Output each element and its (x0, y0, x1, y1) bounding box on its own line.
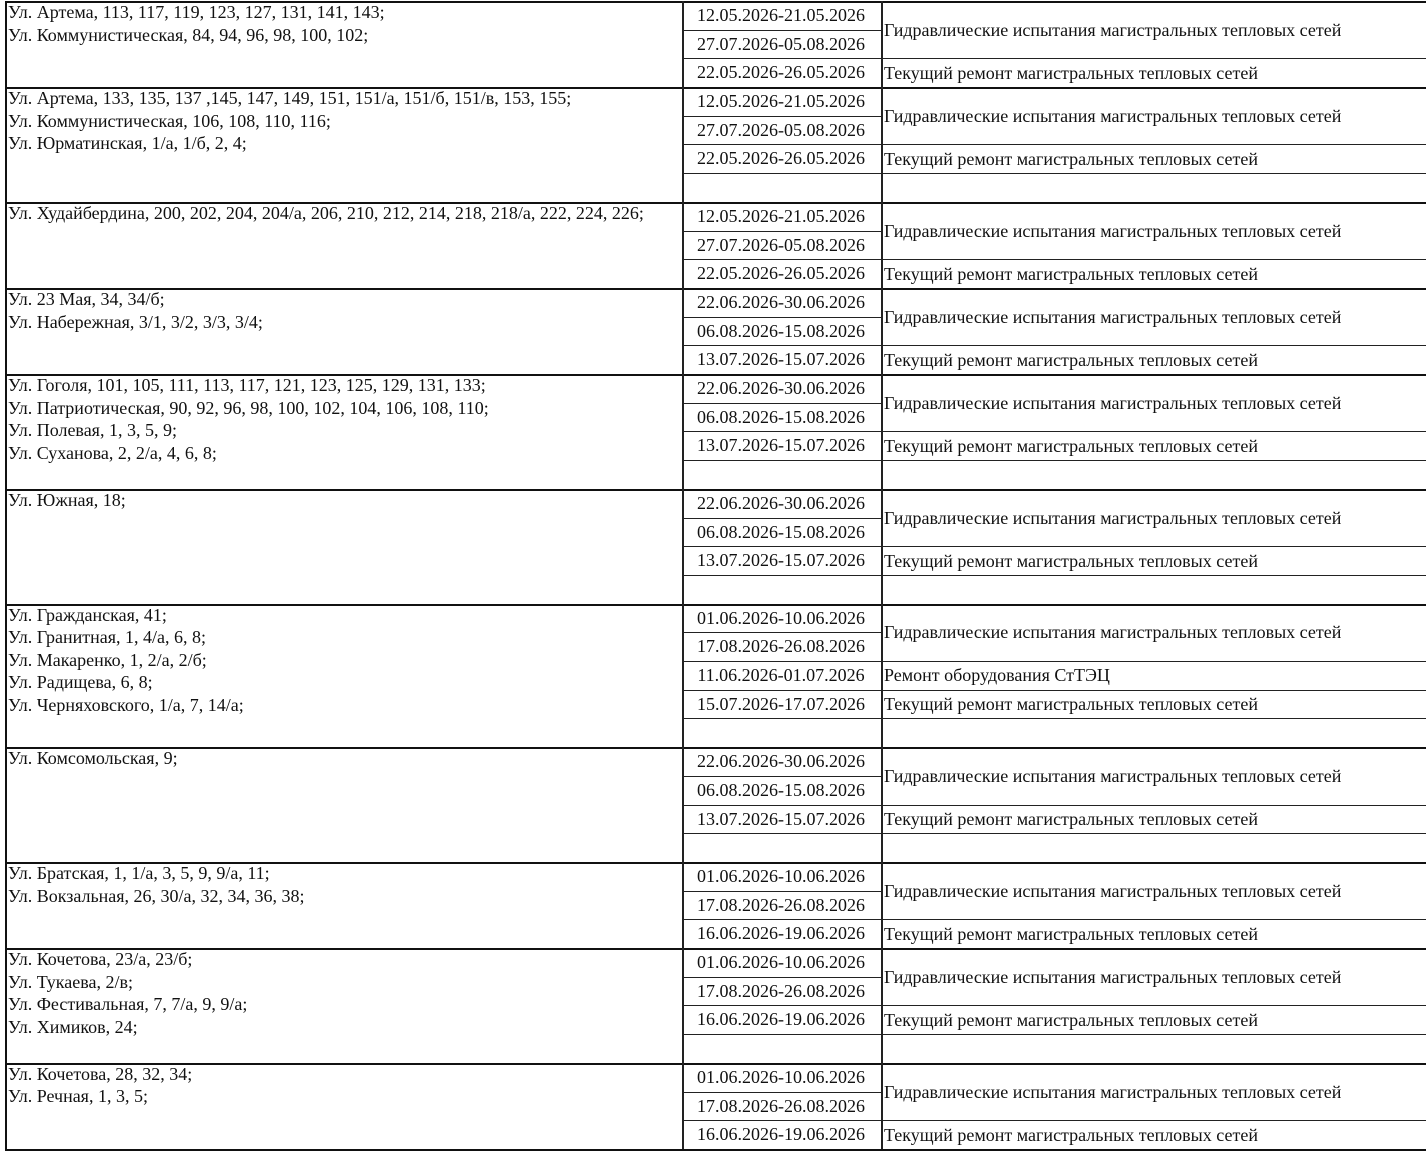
work-type: Текущий ремонт магистральных тепловых сетей (884, 263, 1258, 284)
work-type: Текущий ремонт магистральных тепловых сетей (884, 349, 1258, 370)
left-border (5, 948, 7, 1063)
work-type: Текущий ремонт магистральных тепловых сетей (884, 1009, 1258, 1030)
address-line: Ул. Полевая, 1, 3, 5, 9; (8, 420, 177, 441)
date-range: 01.06.2026-10.06.2026 (697, 866, 865, 886)
date-range: 17.08.2026-26.08.2026 (697, 1095, 865, 1116)
date-row-divider (682, 977, 881, 978)
date-range: 12.05.2026-21.05.2026 (697, 205, 865, 226)
date-row-divider (682, 30, 881, 31)
date-range: 16.06.2026-19.06.2026 (697, 1124, 865, 1145)
address-line: Ул. Артема, 113, 117, 119, 123, 127, 131, 141, 143; (8, 2, 385, 22)
date-range: 12.05.2026-21.05.2026 (697, 5, 865, 25)
work-type: Ремонт оборудования СтТЭЦ (884, 665, 1110, 686)
date-range: 16.06.2026-19.06.2026 (697, 923, 865, 944)
date-row-divider (682, 718, 881, 719)
date-row-divider (682, 518, 881, 519)
date-range: 11.06.2026-01.07.2026 (697, 665, 865, 686)
date-range: 06.08.2026-15.08.2026 (697, 779, 865, 800)
address-list (8, 1, 676, 46)
address-line: Ул. Кочетова, 23/а, 23/б; (8, 949, 193, 970)
left-border (5, 87, 7, 202)
address-line: Ул. Набережная, 3/1, 3/2, 3/3, 3/4; (8, 311, 263, 332)
address-line: Ул. Суханова, 2, 2/а, 4, 6, 8; (8, 442, 217, 463)
address-list (8, 948, 676, 1038)
work-type: Текущий ремонт магистральных тепловых сетей (884, 1124, 1258, 1145)
work-row-divider (881, 173, 1426, 174)
address-group (0, 1, 1426, 87)
date-range: 13.07.2026-15.07.2026 (697, 550, 865, 571)
work-type: Текущий ремонт магистральных тепловых сетей (884, 62, 1258, 83)
address-list (8, 87, 676, 155)
date-row-divider (682, 58, 881, 59)
address-line: Ул. Вокзальная, 26, 30/а, 32, 34, 36, 38; (8, 885, 305, 906)
work-row-divider (881, 431, 1426, 432)
column-divider (881, 862, 883, 948)
address-line: Ул. Тукаева, 2/в; (8, 971, 133, 992)
date-range: 22.05.2026-26.05.2026 (697, 62, 865, 83)
address-group (0, 87, 1426, 202)
address-group (0, 202, 1426, 288)
work-type: Гидравлические испытания магистральных тепловых сетей (884, 507, 1342, 528)
date-row-divider (682, 173, 881, 174)
date-row-divider (682, 116, 881, 117)
date-range: 06.08.2026-15.08.2026 (697, 521, 865, 542)
work-row-divider (881, 345, 1426, 346)
date-row-divider (682, 259, 881, 260)
address-list (8, 862, 676, 907)
work-row-divider (881, 661, 1426, 662)
date-range: 22.06.2026-30.06.2026 (697, 492, 865, 513)
address-list (8, 374, 676, 464)
date-row-divider (682, 431, 881, 432)
work-row-divider (881, 805, 1426, 806)
address-line: Ул. Коммунистическая, 106, 108, 110, 116; (8, 110, 331, 131)
date-range: 12.05.2026-21.05.2026 (697, 91, 865, 112)
address-group (0, 288, 1426, 374)
address-group (0, 604, 1426, 748)
address-line: Ул. Артема, 133, 135, 137 ,145, 147, 149, 151, 151/а, 151/б, 151/в, 153, 155; (8, 88, 572, 109)
work-row-divider (881, 833, 1426, 834)
date-range (682, 718, 880, 746)
address-list (8, 1063, 676, 1108)
date-range (682, 833, 880, 861)
work-type (884, 834, 1424, 862)
work-row-divider (881, 1120, 1426, 1121)
address-line: Ул. Кочетова, 28, 32, 34; (8, 1063, 193, 1084)
address-group (0, 489, 1426, 604)
work-row-divider (881, 1034, 1426, 1035)
date-range: 16.06.2026-19.06.2026 (697, 1009, 865, 1030)
column-divider (881, 288, 883, 374)
work-row-divider (881, 460, 1426, 461)
work-row-divider (881, 144, 1426, 145)
date-row-divider (682, 231, 881, 232)
date-row-divider (682, 1092, 881, 1093)
address-line: Ул. Комсомольская, 9; (8, 748, 178, 769)
date-range: 22.05.2026-26.05.2026 (697, 263, 865, 284)
date-row-divider (682, 661, 881, 662)
date-row-divider (682, 805, 881, 806)
address-line: Ул. Гранитная, 1, 4/а, 6, 8; (8, 627, 206, 648)
work-type: Гидравлические испытания магистральных тепловых сетей (884, 880, 1342, 901)
address-group (0, 374, 1426, 489)
address-line: Ул. 23 Мая, 34, 34/б; (8, 289, 165, 309)
left-border (5, 1, 7, 87)
date-range: 22.06.2026-30.06.2026 (697, 292, 865, 312)
work-type: Гидравлические испытания магистральных тепловых сетей (884, 1081, 1342, 1102)
address-line: Ул. Юрматинская, 1/а, 1/б, 2, 4; (8, 133, 247, 154)
work-type: Гидравлические испытания магистральных тепловых сетей (884, 105, 1342, 126)
date-range (682, 173, 880, 201)
address-line: Ул. Патриотическая, 90, 92, 96, 98, 100, 102, 104, 106, 108, 110; (8, 397, 489, 418)
left-border (5, 862, 7, 948)
address-line: Ул. Гоголя, 101, 105, 111, 113, 117, 121, 123, 125, 129, 131, 133; (8, 375, 486, 396)
work-type: Текущий ремонт магистральных тепловых сетей (884, 148, 1258, 169)
date-row-divider (682, 1034, 881, 1035)
work-type: Гидравлические испытания магистральных тепловых сетей (884, 765, 1342, 786)
date-range: 06.08.2026-15.08.2026 (697, 406, 865, 427)
date-range: 13.07.2026-15.07.2026 (697, 349, 865, 370)
date-row-divider (682, 575, 881, 576)
date-row-divider (682, 345, 881, 346)
date-range: 17.08.2026-26.08.2026 (697, 894, 865, 915)
date-row-divider (682, 460, 881, 461)
work-type: Текущий ремонт магистральных тепловых сетей (884, 550, 1258, 571)
address-line: Ул. Химиков, 24; (8, 1016, 138, 1037)
date-row-divider (682, 546, 881, 547)
date-range: 01.06.2026-10.06.2026 (697, 607, 865, 628)
work-type: Текущий ремонт магистральных тепловых сетей (884, 435, 1258, 456)
date-range (682, 1034, 880, 1062)
work-type: Гидравлические испытания магистральных тепловых сетей (884, 306, 1342, 327)
address-list (8, 288, 676, 333)
work-row-divider (881, 718, 1426, 719)
date-range: 22.05.2026-26.05.2026 (697, 148, 865, 169)
work-type: Гидравлические испытания магистральных тепловых сетей (884, 966, 1342, 987)
work-type (884, 575, 1424, 603)
date-range: 22.06.2026-30.06.2026 (697, 751, 865, 772)
left-border (5, 374, 7, 489)
column-divider (881, 604, 883, 748)
address-group (0, 948, 1426, 1063)
work-type: Текущий ремонт магистральных тепловых сетей (884, 923, 1258, 944)
left-border (5, 202, 7, 288)
date-range: 27.07.2026-05.08.2026 (697, 33, 865, 54)
address-line: Ул. Речная, 1, 3, 5; (8, 1086, 148, 1107)
work-row-divider (881, 546, 1426, 547)
date-range: 01.06.2026-10.06.2026 (697, 1066, 865, 1087)
address-list (8, 202, 676, 225)
work-type: Гидравлические испытания магистральных тепловых сетей (884, 220, 1342, 241)
address-line: Ул. Черняховского, 1/а, 7, 14/а; (8, 694, 244, 715)
work-type (884, 1035, 1424, 1063)
address-line: Ул. Братская, 1, 1/а, 3, 5, 9, 9/а, 11; (8, 863, 270, 883)
work-row-divider (881, 919, 1426, 920)
address-line: Ул. Худайбердина, 200, 202, 204, 204/а, 206, 210, 212, 214, 218, 218/а, 222, 224, 226; (8, 202, 644, 223)
work-type (884, 461, 1424, 489)
work-type: Текущий ремонт магистральных тепловых сетей (884, 808, 1258, 829)
work-type: Гидравлические испытания магистральных тепловых сетей (884, 19, 1342, 40)
column-divider (881, 1, 883, 87)
date-range (682, 460, 880, 488)
column-divider (881, 1063, 883, 1149)
address-line: Ул. Южная, 18; (8, 489, 126, 510)
work-row-divider (881, 1005, 1426, 1006)
date-row-divider (682, 144, 881, 145)
left-border (5, 288, 7, 374)
address-group (0, 862, 1426, 948)
date-row-divider (682, 776, 881, 777)
address-list (8, 489, 676, 512)
left-border (5, 747, 7, 862)
date-row-divider (682, 891, 881, 892)
work-type: Гидравлические испытания магистральных тепловых сетей (884, 622, 1342, 643)
address-line: Ул. Гражданская, 41; (8, 604, 167, 625)
date-row-divider (682, 690, 881, 691)
address-line: Ул. Фестивальная, 7, 7/а, 9, 9/а; (8, 994, 248, 1015)
work-type (884, 719, 1424, 747)
work-type: Текущий ремонт магистральных тепловых сетей (884, 694, 1258, 715)
date-range: 13.07.2026-15.07.2026 (697, 435, 865, 456)
address-line: Ул. Коммунистическая, 84, 94, 96, 98, 100, 102; (8, 24, 369, 45)
date-range: 22.06.2026-30.06.2026 (697, 378, 865, 399)
date-row-divider (682, 403, 881, 404)
left-border (5, 1063, 7, 1149)
work-row-divider (881, 690, 1426, 691)
work-row-divider (881, 58, 1426, 59)
date-row-divider (682, 833, 881, 834)
date-row-divider (682, 632, 881, 633)
address-group (0, 1063, 1426, 1149)
date-range: 01.06.2026-10.06.2026 (697, 952, 865, 973)
date-row-divider (682, 317, 881, 318)
left-border (5, 604, 7, 748)
date-range (682, 575, 880, 603)
date-range: 15.07.2026-17.07.2026 (697, 693, 865, 714)
date-range: 17.08.2026-26.08.2026 (697, 980, 865, 1001)
address-line: Ул. Радищева, 6, 8; (8, 672, 153, 693)
work-type: Гидравлические испытания магистральных тепловых сетей (884, 392, 1342, 413)
left-border (5, 489, 7, 604)
date-range: 27.07.2026-05.08.2026 (697, 234, 865, 255)
date-range: 17.08.2026-26.08.2026 (697, 636, 865, 657)
address-line: Ул. Макаренко, 1, 2/а, 2/б; (8, 649, 207, 670)
work-type (884, 174, 1424, 202)
work-row-divider (881, 259, 1426, 260)
date-range: 13.07.2026-15.07.2026 (697, 808, 865, 829)
date-row-divider (682, 1005, 881, 1006)
date-row-divider (682, 919, 881, 920)
date-row-divider (682, 1120, 881, 1121)
address-list (8, 747, 676, 770)
work-row-divider (881, 575, 1426, 576)
address-list (8, 604, 676, 717)
column-divider (881, 202, 883, 288)
address-group (0, 747, 1426, 862)
date-range: 27.07.2026-05.08.2026 (697, 119, 865, 140)
date-range: 06.08.2026-15.08.2026 (697, 320, 865, 341)
